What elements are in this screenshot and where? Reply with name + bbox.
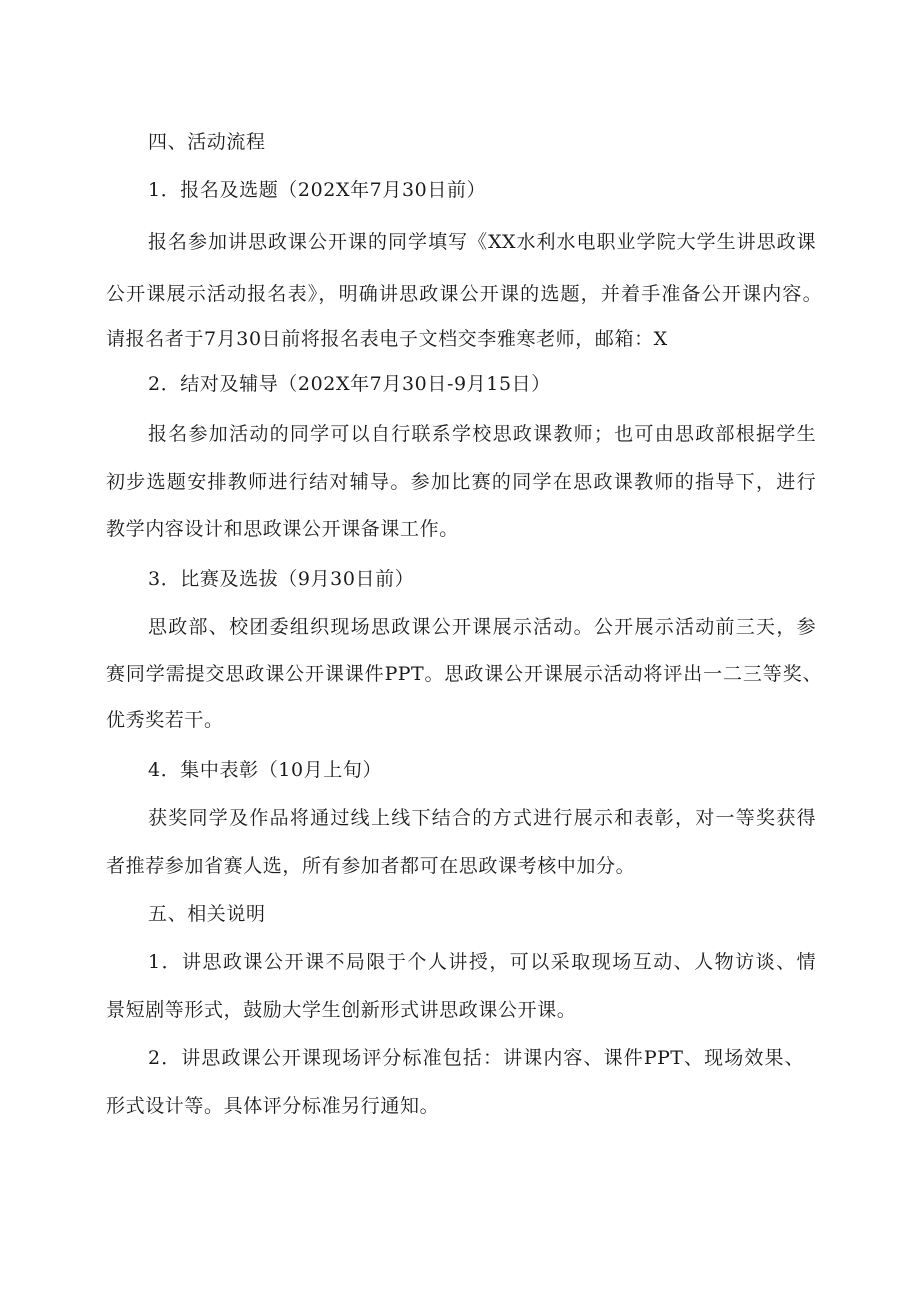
step-title-registration: 1．报名及选题（202X年7月30日前） (148, 179, 487, 201)
paragraph-line: 初步选题安排教师进行结对辅导。参加比赛的同学在思政课教师的指导下，进行 (106, 471, 816, 493)
paragraph-line: 公开课展示活动报名表》，明确讲思政课公开课的选题，并着手准备公开课内容。 (106, 283, 822, 305)
paragraph-line: 请报名者于7月30日前将报名表电子文档交李雅寒老师，邮箱：X (106, 328, 668, 350)
paragraph-line: 获奖同学及作品将通过线上线下结合的方式进行展示和表彰，对一等奖获得 (148, 807, 816, 829)
paragraph-line: 2．讲思政课公开课现场评分标准包括：讲课内容、课件PPT、现场效果、 (148, 1047, 804, 1069)
paragraph-line: 赛同学需提交思政课公开课课件PPT。思政课公开课展示活动将评出一二三等奖、 (106, 663, 822, 685)
paragraph-line: 形式设计等。具体评分标准另行通知。 (106, 1095, 440, 1117)
section-heading-activity-process: 四、活动流程 (148, 131, 266, 153)
step-title-commendation: 4．集中表彰（10月上旬） (148, 759, 383, 781)
paragraph-line: 报名参加讲思政课公开课的同学填写《XX水利水电职业学院大学生讲思政课 (148, 231, 816, 253)
paragraph-line: 报名参加活动的同学可以自行联系学校思政课教师；也可由思政部根据学生 (148, 423, 816, 445)
paragraph-line: 者推荐参加省赛人选，所有参加者都可在思政课考核中加分。 (106, 855, 636, 877)
step-title-competition: 3．比赛及选拔（9月30日前） (148, 568, 415, 590)
step-title-pairing: 2．结对及辅导（202X年7月30日-9月15日） (148, 373, 551, 395)
paragraph-line: 思政部、校团委组织现场思政课公开课展示活动。公开展示活动前三天，参 (148, 616, 816, 638)
paragraph-line: 教学内容设计和思政课公开课备课工作。 (106, 518, 459, 540)
section-heading-related-notes: 五、相关说明 (148, 903, 266, 925)
paragraph-line: 1．讲思政课公开课不局限于个人讲授，可以采取现场互动、人物访谈、情 (148, 951, 816, 973)
paragraph-line: 景短剧等形式，鼓励大学生创新形式讲思政课公开课。 (106, 999, 577, 1021)
paragraph-line: 优秀奖若干。 (106, 709, 224, 731)
